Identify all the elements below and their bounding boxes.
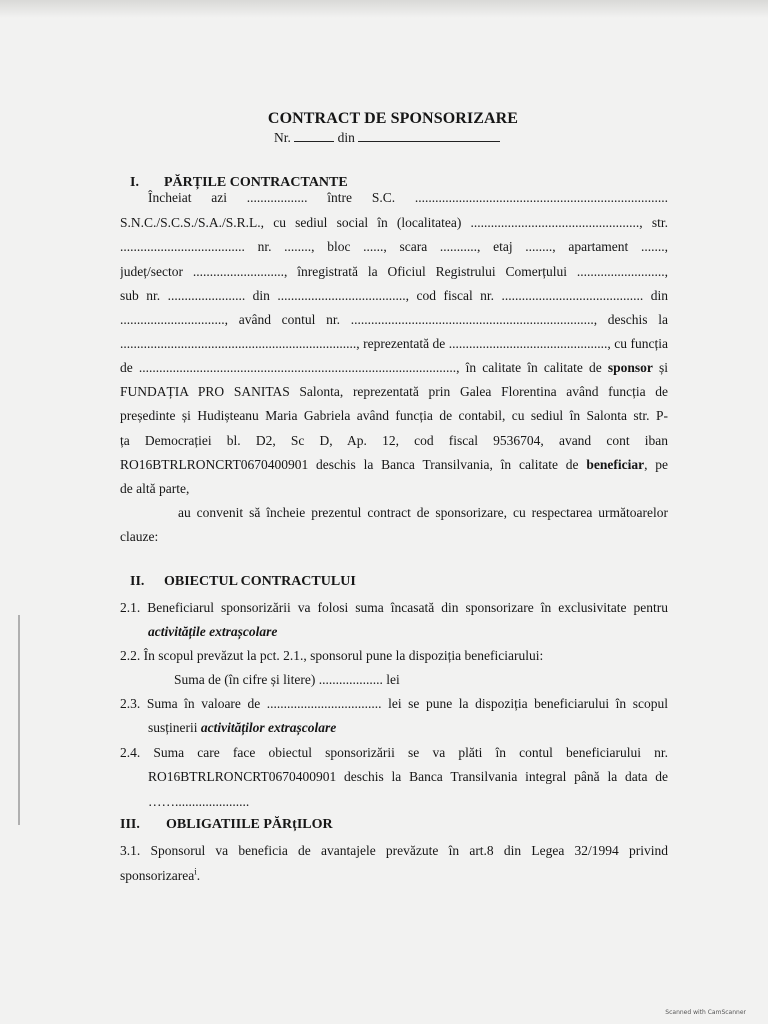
- clause-2-2: 2.2. În scopul prevăzut la pct. 2.1., sponsorul pune la dispoziția beneficiarului:: [120, 648, 544, 663]
- scanner-watermark: Scanned with CamScanner: [665, 1009, 746, 1016]
- clause-2-3-purpose: susținerii activităților extrașcolare: [148, 720, 337, 735]
- s1-line-6: ..............................., având contul nr. ........................................................................, deschis la: [120, 312, 668, 327]
- footnote-mark: i: [194, 866, 197, 877]
- date-blank: [358, 130, 500, 142]
- s1-line-11: ța Democrației bl. D2, Sc D, Ap. 12, cod fiscal 9536704, avand cont iban: [120, 433, 668, 448]
- clause-2-4: 2.4. Suma care face obiectul sponsorizării se va plăti în contul beneficiarului nr.: [120, 745, 668, 760]
- section-1-heading: I. PĂRȚILE CONTRACTANTE: [130, 175, 348, 190]
- s1-line-1: Încheiat azi .................. între S.C. ...........................................................................: [148, 190, 668, 205]
- s1-line-7: ......................................................................, reprezentată de ..............................................., cu funcția: [120, 336, 668, 351]
- s1-line-14: au convenit să încheie prezentul contract de sponsorizare, cu respectarea următoarelor: [178, 505, 668, 520]
- clause-3-1-cont: sponsorizarea$^i$.: [120, 866, 201, 883]
- s1-line-3: ..................................... nr. ........, bloc ......, scara ..........., etaj ........, apartament .......,: [120, 239, 668, 254]
- page-title: CONTRACT DE SPONSORIZARE: [267, 110, 519, 127]
- s1-line-2: S.N.C./S.C.S./S.A./S.R.L., cu sediul social în (localitatea) .................................................., str.: [120, 215, 668, 230]
- section-2-heading: II. OBIECTUL CONTRACTULUI: [130, 574, 356, 589]
- nr-blank: [294, 130, 334, 142]
- clause-3-1: 3.1. Sponsorul va beneficia de avantajele prevăzute în art.8 din Legea 32/1994 privind: [120, 843, 668, 858]
- s1-line-10: președinte și Hudișteanu Maria Gabriela având funcția de contabil, cu sediul în Salonta str. P-: [120, 408, 668, 423]
- s1-line-15: clauze:: [120, 529, 159, 544]
- clause-2-4-date: ……......................: [148, 794, 250, 809]
- contract-number-line: Nr. din: [274, 130, 500, 146]
- clause-2-2-amount: Suma de (în cifre și litere) ................... lei: [174, 672, 400, 687]
- clause-2-4-account: RO16BTRLRONCRT0670400901 deschis la Banca Transilvania integral până la data de: [148, 769, 668, 784]
- s1-line-5: sub nr. ....................... din ......................................, cod fiscal nr. .......................................... din: [120, 288, 668, 303]
- s1-line-4: județ/sector ..........................., înregistrată la Oficiul Registrului Comerțului ..........................,: [120, 264, 668, 279]
- clause-2-3: 2.3. Suma în valoare de .................................. lei se pune la dispoziția beneficiarului în scopul: [120, 696, 668, 711]
- clause-2-1: 2.1. Beneficiarul sponsorizării va folosi suma încasată din sponsorizare în exclusivitate pentru: [120, 600, 668, 615]
- section-3-heading: III. OBLIGATIILE PĂRțILOR: [120, 817, 333, 832]
- clause-2-1-object: activitățile extrașcolare: [148, 624, 278, 639]
- s1-line-9: FUNDAȚIA PRO SANITAS Salonta, reprezentată prin Galea Florentina având funcția de: [120, 384, 668, 399]
- s1-line-12: RO16BTRLRONCRT0670400901 deschis la Banca Transilvania, în calitate de beneficiar, pe: [120, 457, 668, 472]
- s1-line-13: de altă parte,: [120, 481, 190, 496]
- s1-line-8: de .............................................................................................., în calitate în calitate de sponsor și: [120, 360, 668, 375]
